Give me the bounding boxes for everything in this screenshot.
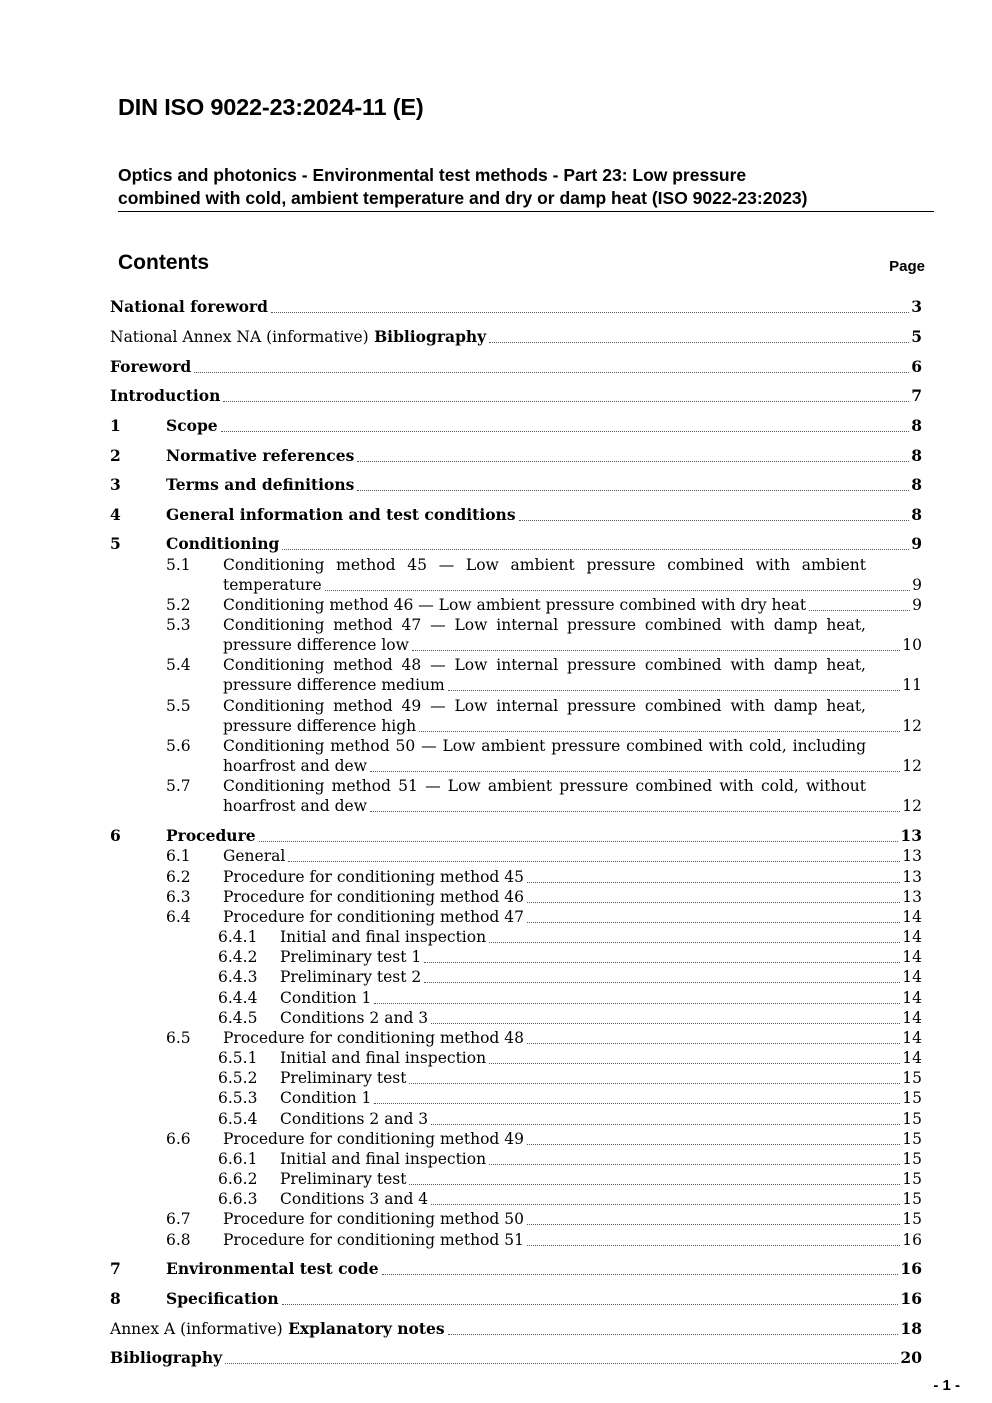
dot-leader [288, 861, 900, 862]
toc-entry-page: 14 [902, 1029, 922, 1047]
toc-entry-title: Bibliography [110, 1348, 223, 1367]
toc-entry-page: 16 [900, 1289, 922, 1308]
toc-entry-number: 5 [110, 534, 121, 553]
dot-leader [431, 1124, 900, 1125]
toc-entry-title: Procedure for conditioning method 50 [223, 1210, 524, 1228]
dot-leader [374, 1103, 900, 1104]
toc-entry-number: 6.5.2 [218, 1069, 258, 1087]
toc-entry-title-line-2: pressure difference high [223, 717, 417, 735]
dot-leader [527, 1144, 900, 1145]
dot-leader [527, 922, 900, 923]
dot-leader [357, 490, 909, 491]
dot-leader [424, 982, 900, 983]
toc-entry-title: National Annex NA (informative) Bibliography [110, 327, 487, 346]
toc-entry-title: Conditions 3 and 4 [280, 1190, 429, 1208]
dot-leader [527, 1224, 900, 1225]
toc-entry-page: 10 [902, 636, 922, 654]
toc-entry-title: Specification [166, 1289, 279, 1308]
toc-entry-title: Introduction [110, 386, 221, 405]
toc-entry-title: Procedure for conditioning method 51 [223, 1231, 524, 1249]
toc-entry-title: Condition 1 [280, 1089, 372, 1107]
dot-leader [370, 771, 900, 772]
toc-entry-page: 8 [911, 475, 922, 494]
page-number: - 1 - [933, 1377, 960, 1394]
dot-leader [489, 1063, 900, 1064]
toc-entry-number: 6.6.1 [218, 1150, 258, 1168]
toc-entry-number: 6.8 [166, 1231, 191, 1249]
toc-entry-title: Procedure for conditioning method 48 [223, 1029, 524, 1047]
toc-entry-number: 5.3 [166, 616, 191, 634]
toc-entry-page: 12 [902, 797, 922, 815]
toc-entry-page: 7 [911, 386, 922, 405]
toc-entry-number: 6.4 [166, 908, 191, 926]
toc-entry-number: 5.4 [166, 656, 191, 674]
toc-entry-title: Procedure for conditioning method 45 [223, 868, 524, 886]
toc-entry-page: 9 [911, 534, 922, 553]
dot-leader [382, 1274, 899, 1275]
toc-entry-title: Scope [166, 416, 218, 435]
page-column-heading: Page [889, 258, 925, 275]
toc-entry-number: 6 [110, 826, 121, 845]
dot-leader [374, 1003, 900, 1004]
table-of-contents [110, 0, 922, 1403]
toc-entry-title: Procedure for conditioning method 47 [223, 908, 524, 926]
toc-entry-page: 13 [902, 868, 922, 886]
dot-leader [412, 650, 900, 651]
toc-entry-page: 15 [902, 1130, 922, 1148]
toc-entry-number: 6.5 [166, 1029, 191, 1047]
toc-entry-page: 14 [902, 1009, 922, 1027]
dot-leader [225, 1363, 898, 1364]
toc-entry-page: 14 [902, 1049, 922, 1067]
toc-entry-title: Terms and definitions [166, 475, 355, 494]
dot-leader [282, 1304, 899, 1305]
toc-entry-page: 12 [902, 757, 922, 775]
toc-entry-page: 3 [911, 297, 922, 316]
toc-entry-number: 6.5.4 [218, 1110, 258, 1128]
toc-entry-page: 8 [911, 416, 922, 435]
toc-entry-title: Conditions 2 and 3 [280, 1110, 429, 1128]
toc-entry-title-line-2: hoarfrost and dew [223, 757, 367, 775]
dot-leader [527, 1245, 900, 1246]
toc-entry-page: 13 [902, 888, 922, 906]
contents-heading: Contents [118, 251, 209, 274]
toc-entry-page: 15 [902, 1110, 922, 1128]
toc-entry-number: 6.5.1 [218, 1049, 258, 1067]
toc-entry-number: 6.7 [166, 1210, 191, 1228]
toc-entry-page: 20 [900, 1348, 922, 1367]
toc-entry-title: General information and test conditions [166, 505, 516, 524]
toc-entry-page: 8 [911, 505, 922, 524]
toc-entry-number: 6.1 [166, 847, 191, 865]
dot-leader [223, 401, 909, 402]
toc-entry-title: Procedure for conditioning method 49 [223, 1130, 524, 1148]
dot-leader [527, 1043, 900, 1044]
toc-entry-number: 6.6.3 [218, 1190, 258, 1208]
dot-leader [221, 431, 910, 432]
dot-leader [489, 1164, 900, 1165]
toc-entry-number: 6.5.3 [218, 1089, 258, 1107]
toc-entry-title: Preliminary test 2 [280, 968, 422, 986]
dot-leader [431, 1023, 900, 1024]
dot-leader [194, 372, 909, 373]
toc-entry-page: 11 [902, 676, 922, 694]
toc-entry-page: 15 [902, 1069, 922, 1087]
toc-entry-page: 14 [902, 928, 922, 946]
toc-entry-title-line-1: Conditioning method 49 — Low internal pressure combined with damp heat, [223, 697, 866, 715]
toc-entry-title: General [223, 847, 286, 865]
dot-leader [809, 610, 910, 611]
toc-entry-title: Normative references [166, 446, 355, 465]
dot-leader [448, 1334, 899, 1335]
toc-entry-number: 6.4.5 [218, 1009, 258, 1027]
toc-entry-page: 13 [902, 847, 922, 865]
dot-leader [448, 690, 901, 691]
toc-entry-title: National foreword [110, 297, 268, 316]
toc-entry-page: 15 [902, 1170, 922, 1188]
toc-entry-title-line-2: pressure difference low [223, 636, 409, 654]
toc-entry-number: 5.2 [166, 596, 191, 614]
toc-entry-title: Environmental test code [166, 1259, 379, 1278]
toc-entry-number: 6.4.1 [218, 928, 258, 946]
toc-entry-title-line-1: Conditioning method 45 — Low ambient pressure combined with ambient [223, 556, 866, 574]
toc-entry-number: 1 [110, 416, 121, 435]
toc-entry-title-line-2: hoarfrost and dew [223, 797, 367, 815]
subtitle-line-2: combined with cold, ambient temperature and dry or damp heat (ISO 9022-23:2023) [118, 188, 808, 208]
toc-entry-number: 3 [110, 475, 121, 494]
toc-entry-page: 15 [902, 1190, 922, 1208]
toc-entry-page: 14 [902, 989, 922, 1007]
toc-entry-page: 16 [902, 1231, 922, 1249]
dot-leader [357, 461, 909, 462]
toc-entry-page: 16 [900, 1259, 922, 1278]
dot-leader [282, 549, 909, 550]
toc-entry-title: Foreword [110, 357, 192, 376]
toc-entry-number: 6.6.2 [218, 1170, 258, 1188]
toc-entry-number: 5.6 [166, 737, 191, 755]
toc-entry-page: 13 [900, 826, 922, 845]
toc-entry-number: 5.5 [166, 697, 191, 715]
toc-entry-title: Initial and final inspection [280, 1049, 487, 1067]
toc-entry-title-line-1: Conditioning method 50 — Low ambient pressure combined with cold, including [223, 737, 866, 755]
toc-entry-page: 18 [900, 1319, 922, 1338]
dot-leader [409, 1083, 900, 1084]
toc-entry-number: 6.4.3 [218, 968, 258, 986]
toc-entry-title-line-1: Conditioning method 47 — Low internal pressure combined with damp heat, [223, 616, 866, 634]
dot-leader [259, 841, 899, 842]
toc-entry-page: 14 [902, 968, 922, 986]
toc-entry-title: Procedure [166, 826, 256, 845]
dot-leader [431, 1204, 900, 1205]
toc-entry-title: Conditioning method 46 — Low ambient pressure combined with dry heat [223, 596, 807, 614]
toc-entry-number: 6.4.4 [218, 989, 258, 1007]
toc-entry-number: 8 [110, 1289, 121, 1308]
toc-entry-page: 8 [911, 446, 922, 465]
toc-entry-page: 5 [911, 327, 922, 346]
toc-entry-title: Conditions 2 and 3 [280, 1009, 429, 1027]
toc-entry-number: 5.1 [166, 556, 191, 574]
toc-entry-page: 9 [912, 596, 922, 614]
toc-entry-page: 14 [902, 908, 922, 926]
toc-entry-number: 5.7 [166, 777, 191, 795]
toc-entry-number: 2 [110, 446, 121, 465]
toc-entry-title: Preliminary test 1 [280, 948, 422, 966]
toc-entry-page: 6 [911, 357, 922, 376]
toc-entry-number: 7 [110, 1259, 121, 1278]
toc-entry-title-line-1: Conditioning method 48 — Low internal pressure combined with damp heat, [223, 656, 866, 674]
document-title: DIN ISO 9022-23:2024-11 (E) [118, 94, 424, 120]
subtitle-line-1: Optics and photonics - Environmental test methods - Part 23: Low pressure [118, 165, 747, 185]
dot-leader [527, 882, 900, 883]
dot-leader [489, 342, 909, 343]
toc-entry-number: 6.6 [166, 1130, 191, 1148]
toc-entry-number: 6.4.2 [218, 948, 258, 966]
toc-entry-title-line-1: Conditioning method 51 — Low ambient pressure combined with cold, without [223, 777, 866, 795]
toc-entry-title: Initial and final inspection [280, 928, 487, 946]
toc-entry-page: 15 [902, 1150, 922, 1168]
dot-leader [325, 590, 910, 591]
toc-entry-title-line-2: pressure difference medium [223, 676, 445, 694]
dot-leader [527, 902, 900, 903]
toc-entry-title: Preliminary test [280, 1170, 407, 1188]
toc-entry-title: Initial and final inspection [280, 1150, 487, 1168]
dot-leader [271, 312, 909, 313]
toc-entry-number: 4 [110, 505, 121, 524]
toc-entry-number: 6.3 [166, 888, 191, 906]
toc-entry-page: 14 [902, 948, 922, 966]
dot-leader [519, 520, 910, 521]
toc-entry-page: 15 [902, 1089, 922, 1107]
toc-entry-title: Condition 1 [280, 989, 372, 1007]
toc-entry-title: Procedure for conditioning method 46 [223, 888, 524, 906]
toc-entry-page: 9 [912, 576, 922, 594]
toc-entry-page: 15 [902, 1210, 922, 1228]
toc-entry-title: Conditioning [166, 534, 280, 553]
toc-entry-number: 6.2 [166, 868, 191, 886]
dot-leader [489, 942, 900, 943]
dot-leader [370, 811, 900, 812]
dot-leader [419, 731, 900, 732]
dot-leader [424, 962, 900, 963]
toc-entry-title: Preliminary test [280, 1069, 407, 1087]
toc-entry-title: Annex A (informative) Explanatory notes [110, 1319, 445, 1338]
toc-entry-title-line-2: temperature [223, 576, 322, 594]
toc-entry-page: 12 [902, 717, 922, 735]
dot-leader [409, 1184, 900, 1185]
